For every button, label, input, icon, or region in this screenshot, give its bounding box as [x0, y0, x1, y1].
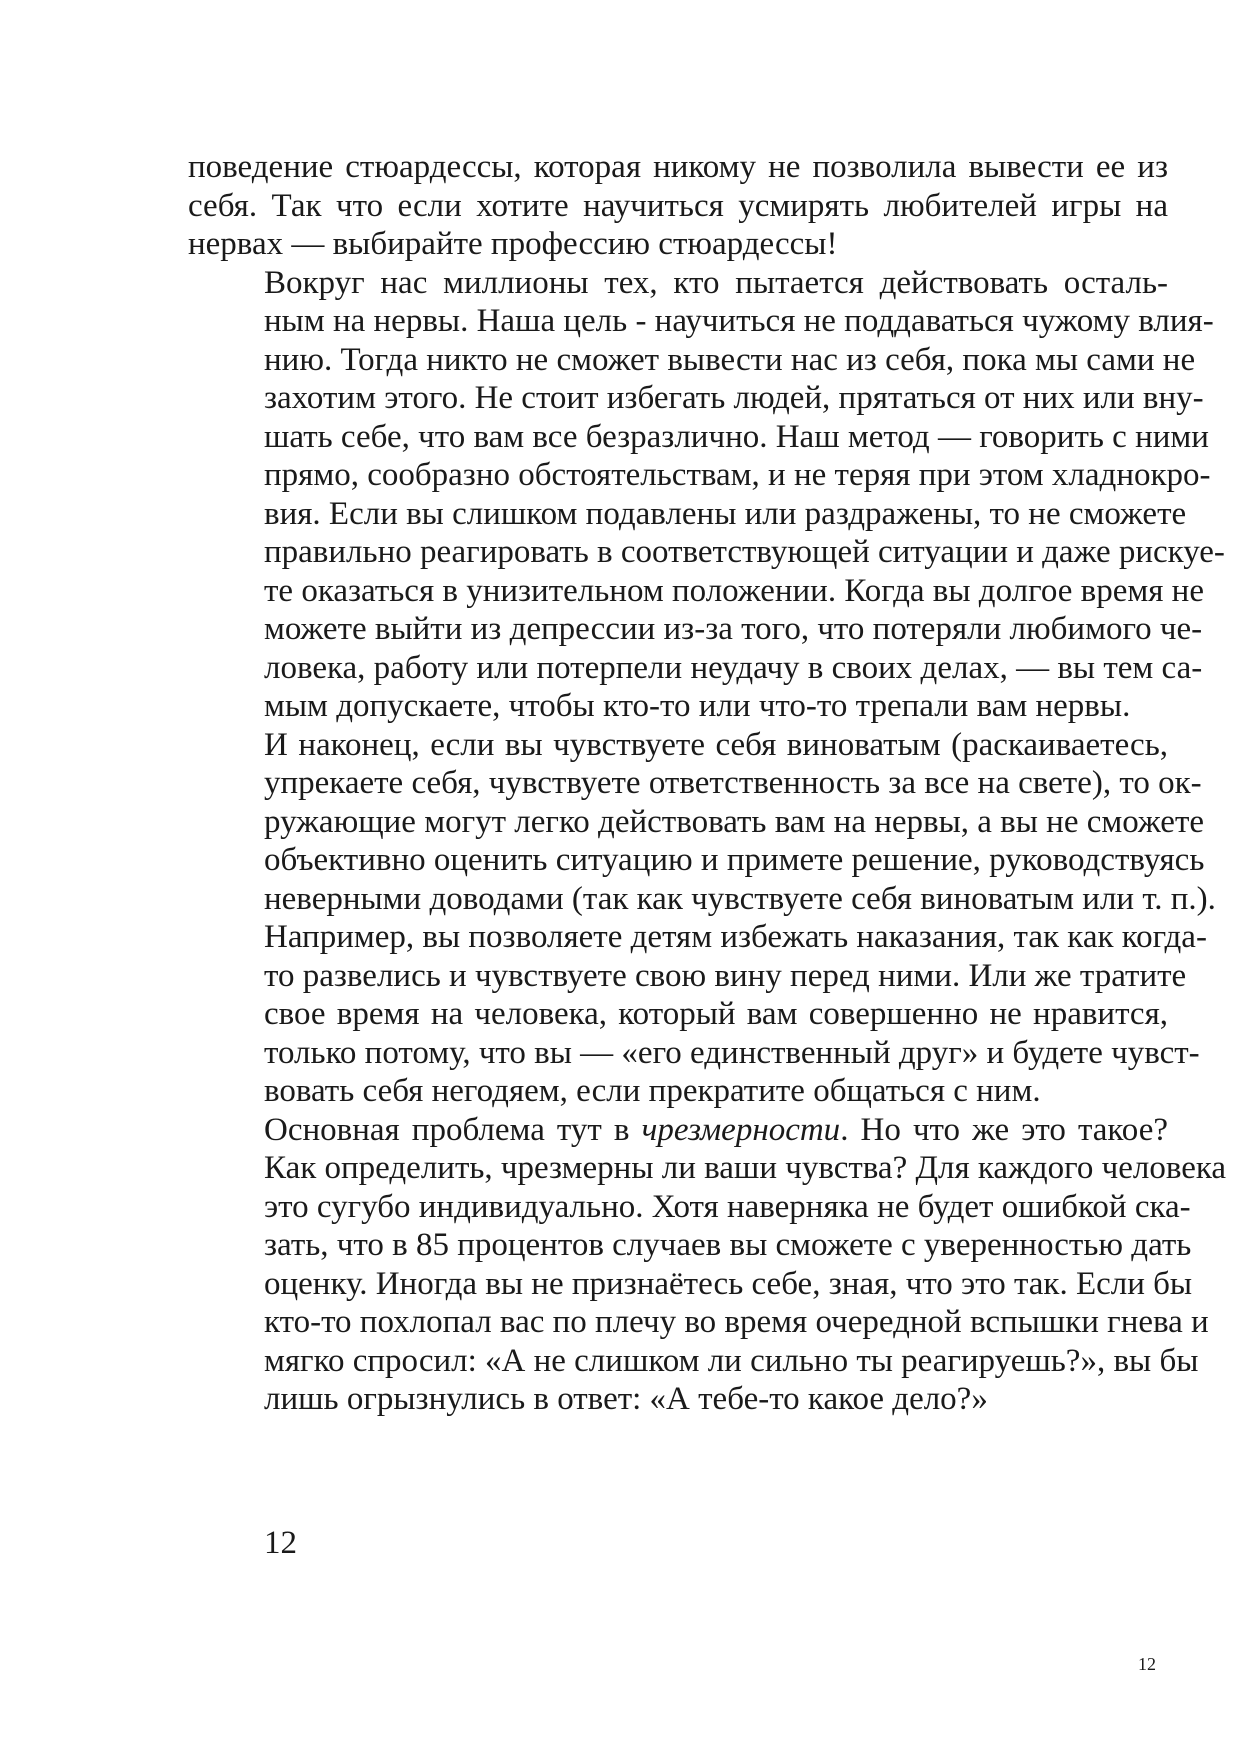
- text-line: Вокруг нас миллионы тех, кто пытается действовать осталь-: [264, 264, 1168, 301]
- text-line: лишь огрызнулись в ответ: «А тебе-то какое дело?»: [264, 1381, 988, 1417]
- text-line: Например, вы позволяете детям избежать наказания, так как когда-: [264, 919, 1207, 955]
- text-line: вия. Если вы слишком подавлены или раздражены, то не сможете: [264, 495, 1187, 532]
- text-line: то развелись и чувствуете свою вину перед ними. Или же тратите: [264, 957, 1187, 994]
- paragraph-4: [188, 1111, 1227, 1419]
- paragraph-1: [188, 148, 1168, 264]
- text-line: захотим этого. Не стоит избегать людей, прятаться от них или вну-: [264, 380, 1204, 416]
- text-line-with-emphasis: Основная проблема тут в чрезмерности. Но что же это такое?: [264, 1111, 1168, 1148]
- text-line: нервах — выбирайте профессию стюардессы!: [188, 226, 838, 262]
- text-line: шать себе, что вам все безразлично. Наш метод — говорить с ними: [264, 418, 1209, 455]
- text-line: свое время на человека, который вам совершенно не нравится,: [264, 996, 1168, 1032]
- text-line: упрекаете себя, чувствуете ответственность за все на свете), то ок-: [264, 765, 1202, 801]
- text-line: зать, что в 85 процентов случаев вы сможете с уверенностью дать: [264, 1227, 1192, 1263]
- text-line: те оказаться в унизительном положении. Когда вы долгое время не: [264, 572, 1204, 609]
- text-line: правильно реагировать в соответствующей ситуации и даже рискуе-: [264, 534, 1225, 570]
- paragraph-3: [188, 726, 1216, 1111]
- text-line: можете выйти из депрессии из-за того, что потеряли любимого че-: [264, 611, 1203, 647]
- text-line: ружающие могут легко действовать вам на нервы, а вы не сможете: [264, 803, 1205, 840]
- text-line: поведение стюардессы, которая никому не позволила вывести ее из: [188, 149, 1168, 185]
- text-line: это сугубо индивидуально. Хотя наверняка не будет ошибкой ска-: [264, 1188, 1191, 1225]
- text-line: неверными доводами (так как чувствуете себя виноватым или т. п.).: [264, 880, 1216, 917]
- text-line: кто-то похлопал вас по плечу во время очередной вспышки гнева и: [264, 1304, 1209, 1340]
- text-line: мягко спросил: «А не слишком ли сильно ты реагируешь?», вы бы: [264, 1342, 1199, 1379]
- text-line: оценку. Иногда вы не признаётесь себе, зная, что это так. Если бы: [264, 1265, 1193, 1302]
- text-line: только потому, что вы — «его единственный друг» и будете чувст-: [264, 1034, 1200, 1071]
- text-line: вовать себя негодяем, если прекратите общаться с ним.: [264, 1073, 1041, 1109]
- text-line: ным на нервы. Наша цель - научиться не поддаваться чужому влия-: [264, 303, 1214, 339]
- page-number: 12: [264, 1525, 297, 1561]
- paragraph-2: [188, 264, 1225, 726]
- text-line: мым допускаете, чтобы кто-то или что-то трепали вам нервы.: [264, 688, 1131, 724]
- scan-page-number: 12: [1138, 1654, 1156, 1674]
- text-line: прямо, сообразно обстоятельствам, и не теряя при этом хладнокро-: [264, 457, 1211, 493]
- emphasized-word: чрезмерности: [641, 1111, 841, 1148]
- text-line: нию. Тогда никто не сможет вывести нас из себя, пока мы сами не: [264, 341, 1196, 378]
- text-line: объективно оценить ситуацию и примете решение, руководствуясь: [264, 842, 1205, 878]
- text-line: Как определить, чрезмерны ли ваши чувства? Для каждого человека: [264, 1150, 1227, 1186]
- text-line: себя. Так что если хотите научиться усмирять любителей игры на: [188, 187, 1168, 224]
- body-text: [188, 148, 1227, 1419]
- text-line: И наконец, если вы чувствуете себя виноватым (раскаиваетесь,: [264, 726, 1168, 763]
- text-line: ловека, работу или потерпели неудачу в своих делах, — вы тем са-: [264, 649, 1203, 686]
